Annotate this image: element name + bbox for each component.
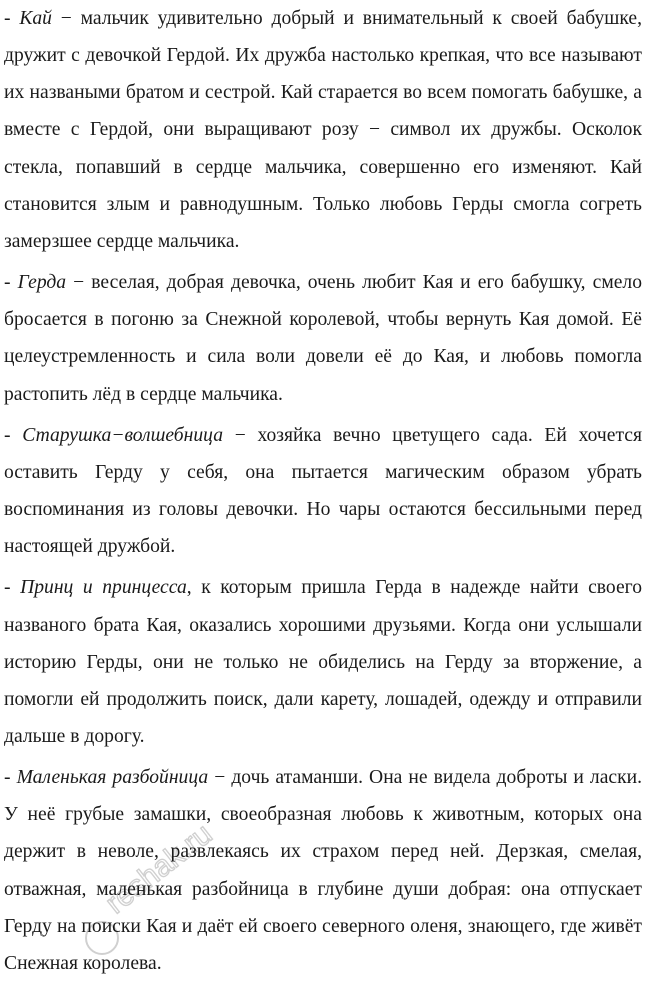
character-name: Кай	[19, 8, 52, 29]
character-name: Принц и принцесса	[20, 577, 187, 599]
paragraph-old-sorceress	[4, 417, 642, 566]
paragraph-dash: -	[4, 577, 21, 599]
character-name: Старушка−волшебница	[22, 424, 224, 446]
document-body	[4, 0, 642, 986]
paragraph-text: − дочь атаманши. Она не видела доброты и ласки. У неё грубые замашки, своеобразная любовь к животным, которых она держит в неволе, развлекаясь их страхом перед ней. Дерзкая, смелая, отважная, маленькая разбойница в глубине души добрая: она отпускает Герду на поиски Кая и даёт ей своего северного оленя, знающего, где живёт Снежная королева.	[4, 767, 642, 974]
character-name: Герда	[17, 272, 67, 294]
paragraph-little-robber	[4, 759, 642, 982]
paragraph-text: − мальчик удивительно добрый и внимательный к своей бабушке, дружит с девочкой Гердой. Их дружба настолько крепкая, что все называют их назваными братом и сестрой. Кай старается во всем помогать бабушке, а вместе с Гердой, они выращивают розу − символ их дружбы. Осколок стекла, попавший в сердце мальчика, совершенно его изменяют. Кай становится злым и равнодушным. Только любовь Герды смогла согреть замерзшее сердце мальчика.	[4, 8, 642, 252]
paragraph-text: − веселая, добрая девочка, очень любит Кая и его бабушку, смело бросается в погоню за Снежной королевой, чтобы вернуть Кая домой. Её целеустремленность и сила воли довели её до Кая, и любовь помогла растопить лёд в сердце мальчика.	[4, 272, 642, 405]
character-name: Маленькая разбойница	[16, 767, 209, 789]
paragraph-dash: -	[4, 424, 23, 446]
watermark-text: reshak.ru	[99, 817, 219, 921]
paragraph-prince-princess	[4, 569, 642, 755]
paragraph-text: − хозяйка вечно цветущего сада. Ей хочется оставить Герду у себя, она пытается магическим образом убрать воспоминания из головы девочки. Но чары остаются бессильными перед настоящей дружбой.	[4, 424, 642, 558]
paragraph-dash: -	[4, 272, 18, 294]
paragraph-text: , к которым пришла Герда в надежде найти своего названого брата Кая, оказались хорошими друзьями. Когда они услышали историю Герды, они не только не обиделись на Герду за вторжение, а помогли ей продолжить поиск, дали карету, лошадей, одежду и отправили дальше в дорогу.	[4, 577, 643, 747]
paragraph-gerda	[4, 264, 642, 413]
paragraph-dash: -	[4, 8, 20, 29]
paragraph-kai	[4, 0, 642, 260]
paragraph-dash: -	[4, 767, 17, 789]
